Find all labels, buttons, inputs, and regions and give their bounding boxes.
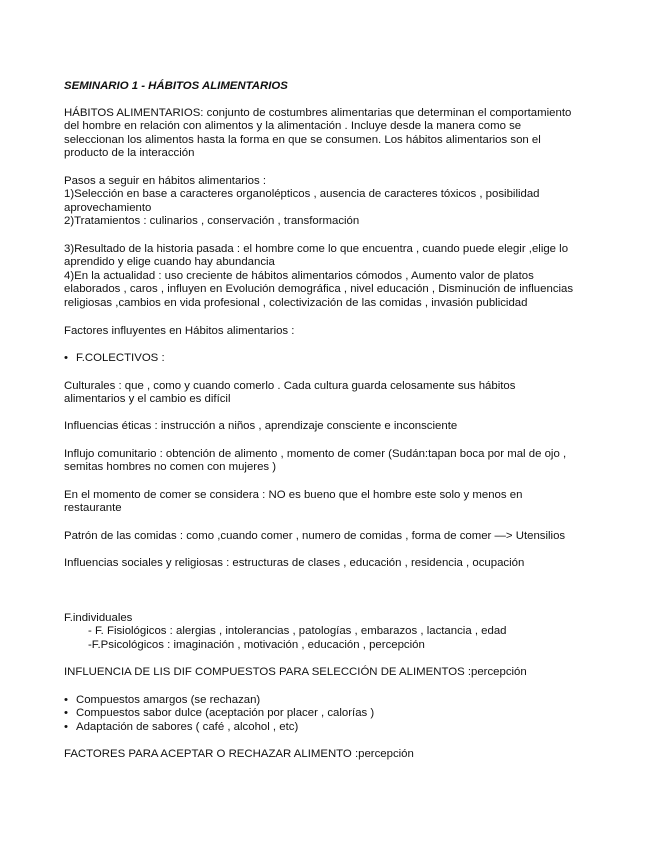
- individual-factors-section: [64, 612, 604, 652]
- community-line: Influjo comunitario : obtención de alimento , momento de comer (Sudán:tapan boca por mal de ojo ,: [64, 448, 567, 460]
- step-1-line: 1)Selección en base a caracteres organolépticos , ausencia de caracteres tóxicos , posibilidad: [64, 188, 540, 201]
- steps-section: [64, 175, 604, 229]
- collective-factors-item: [64, 352, 604, 365]
- compound-list-item: • Adaptación de sabores ( café , alcohol , etc): [64, 721, 604, 734]
- steps-heading: Pasos a seguir en hábitos alimentarios :: [64, 175, 266, 187]
- collective-factors-label: • F.COLECTIVOS :: [64, 352, 604, 365]
- step-3-line: aprendido y elige cuando hay abundancia: [64, 256, 275, 269]
- eating-moment-line: restaurante: [64, 502, 122, 515]
- cultural-line: Culturales : que , como y cuando comerlo . Cada cultura guarda celosamente sus hábitos: [64, 380, 516, 392]
- definition-line: HÁBITOS ALIMENTARIOS: conjunto de costumbres alimentarias que determinan el comportamiento: [64, 107, 572, 119]
- step-4-line: elaborados , caros , influyen en Evolución demográfica , nivel educación , Disminución de influencias: [64, 283, 574, 296]
- psychological-factors-line: -F.Psicológicos : imaginación , motivación , educación , percepción: [88, 638, 425, 651]
- step-3-line: 3)Resultado de la historia pasada : el hombre come lo que encuentra , cuando puede elegir ,elige lo: [64, 243, 569, 255]
- meal-pattern-paragraph: Patrón de las comidas : como ,cuando comer , numero de comidas , forma de comer —> Utensilios: [64, 530, 566, 542]
- compounds-list: [64, 694, 604, 734]
- document-title: SEMINARIO 1 - HÁBITOS ALIMENTARIOS: [64, 80, 288, 92]
- factors-heading: Factores influyentes en Hábitos alimentarios :: [64, 325, 295, 337]
- accept-reject-heading: FACTORES PARA ACEPTAR O RECHAZAR ALIMENTO :percepción: [64, 748, 414, 760]
- definition-line: del hombre en relación con alimentos y la alimentación . Incluye desde la manera como se: [64, 120, 522, 133]
- steps-continued: [64, 243, 604, 310]
- definition-line: producto de la interacción: [64, 147, 195, 160]
- compound-list-item: • Compuestos sabor dulce (aceptación por placer , calorías ): [64, 707, 604, 720]
- step-4-line: 4)En la actualidad : uso creciente de hábitos alimentarios cómodos , Aumento valor de platos: [64, 269, 534, 282]
- definition-line: seleccionan los alimentos hasta la forma en que se consumen. Los hábitos alimentarios son el: [64, 133, 541, 146]
- physiological-factors-line: - F. Fisiológicos : alergias , intolerancias , patologías , embarazos , lactancia , edad: [88, 625, 507, 638]
- individual-factors-label: F.individuales: [64, 612, 133, 624]
- step-4-line: religiosas ,cambios en vida profesional , colectivización de las comidas , invasión publicidad: [64, 296, 528, 309]
- ethical-paragraph: Influencias éticas : instrucción a niños , aprendizaje consciente e inconsciente: [64, 420, 458, 432]
- cultural-line: alimentarios y el cambio es difícil: [64, 393, 231, 406]
- step-1-line: aprovechamiento: [64, 201, 152, 214]
- compounds-heading: INFLUENCIA DE LIS DIF COMPUESTOS PARA SELECCIÓN DE ALIMENTOS :percepción: [64, 666, 527, 678]
- social-paragraph: Influencias sociales y religiosas : estructuras de clases , educación , residencia , ocupación: [64, 557, 525, 569]
- community-line: semitas hombres no comen con mujeres ): [64, 461, 277, 474]
- definition-paragraph: [64, 107, 604, 161]
- community-paragraph: [64, 448, 604, 475]
- cultural-paragraph: [64, 380, 604, 407]
- eating-moment-paragraph: [64, 489, 604, 516]
- eating-moment-line: En el momento de comer se considera : NO es bueno que el hombre este solo y menos en: [64, 489, 523, 501]
- compound-list-item: • Compuestos amargos (se rechazan): [64, 694, 604, 707]
- step-2-line: 2)Tratamientos : culinarios , conservación , transformación: [64, 215, 360, 228]
